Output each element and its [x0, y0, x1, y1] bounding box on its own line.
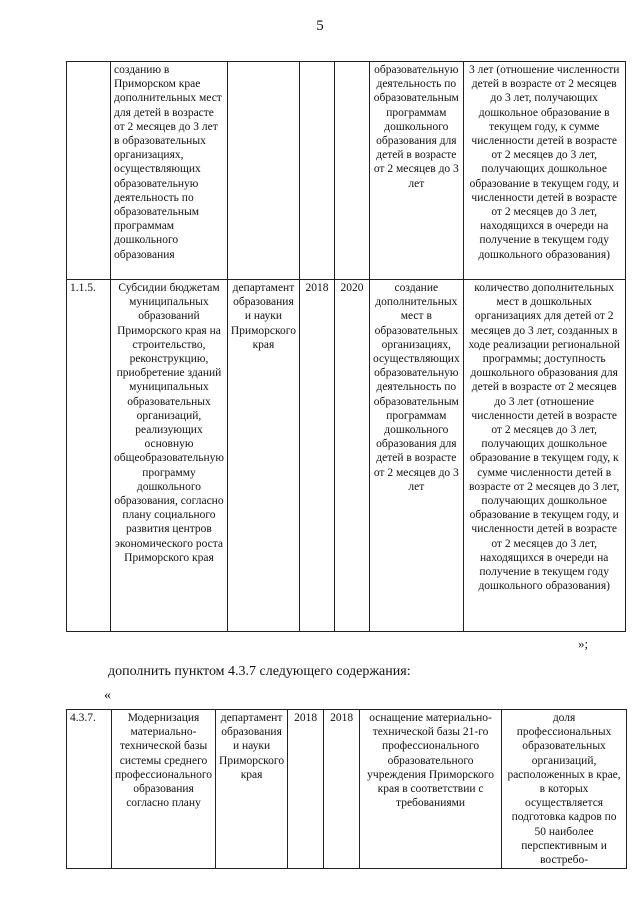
cell-name: Модернизация материально-технической базы системы среднего профессионального образования согласно плану	[112, 710, 216, 869]
opening-quote-mark: «	[104, 688, 111, 703]
cell-start	[299, 62, 334, 280]
cell-result: образовательную деятельность по образовательным программам дошкольного образования для детей в возрасте от 2 месяцев до 3 лет	[369, 62, 463, 280]
cell-num: 4.3.7.	[67, 710, 112, 869]
program-table-new-item	[66, 709, 627, 869]
cell-executor	[227, 62, 299, 280]
page-number: 5	[316, 18, 324, 34]
cell-end	[334, 62, 369, 280]
cell-indicator: количество дополнительных мест в дошкольных организациях для детей от 2 месяцев до 3 лет, созданных в ходе реализации региональной программы; доступность дошкольного образования для детей в возрасте от 2 месяцев до 3 лет (отношение численности детей в возрасте от 2 месяцев до 3 лет, получающих дошкольное образование в текущем году, к сумме численности детей в возрасте от 2 месяцев до 3 лет, получающих дошкольное образование в текущем году, и численности детей в возрасте от 2 месяцев до 3 лет, находящихся в очереди на получение в текущем году дошкольного образования)	[463, 280, 625, 632]
table-row	[67, 62, 626, 280]
cell-executor: департамент образования и науки Приморского края	[216, 710, 288, 869]
table-row	[67, 280, 626, 632]
closing-quote-mark: »;	[578, 636, 589, 651]
cell-num	[67, 62, 111, 280]
program-table-continued	[66, 61, 626, 632]
cell-start: 2018	[299, 280, 334, 632]
amendment-intro-text: дополнить пунктом 4.3.7 следующего содержания:	[108, 664, 411, 679]
cell-end: 2018	[324, 710, 360, 869]
cell-result: оснащение материально-технической базы 21-го профессионального образовательного учреждения Приморского края в соответствии с требованиями	[360, 710, 502, 869]
cell-name: созданию в Приморском крае дополнительных мест для детей в возрасте от 2 месяцев до 3 лет в образовательных организациях, осуществляющих образовательную деятельность по образовательным программам дошкольного образования	[111, 62, 228, 280]
cell-result: создание дополнительных мест в образовательных организациях, осуществляющих образовательную деятельность по образовательным программам дошкольного образования для детей в возрасте от 2 месяцев до 3 лет	[369, 280, 463, 632]
table-row	[67, 710, 627, 869]
cell-num: 1.1.5.	[67, 280, 111, 632]
cell-name: Субсидии бюджетам муниципальных образований Приморского края на строительство, реконструкцию, приобретение зданий муниципальных образовательных организаций, реализующих основную общеобразовательную программу дошкольного образования, согласно плану социального развития центров экономического роста Приморского края	[111, 280, 228, 632]
cell-end: 2020	[334, 280, 369, 632]
cell-executor: департамент образования и науки Приморского края	[227, 280, 299, 632]
cell-start: 2018	[288, 710, 324, 869]
cell-indicator: доля профессиональных образовательных организаций, расположенных в крае, в которых осуществляется подготовка кадров по 50 наиболее перспективным и востребо-	[502, 710, 627, 869]
cell-indicator: 3 лет (отношение численности детей в возрасте от 2 месяцев до 3 лет, получающих дошкольное образование в текущем году, к сумме численности детей в возрасте от 2 месяцев до 3 лет, получающих дошкольное образование в текущем году, и численности детей в возрасте от 2 месяцев до 3 лет, находящихся в очереди на получение в текущем году дошкольного образования)	[463, 62, 625, 280]
